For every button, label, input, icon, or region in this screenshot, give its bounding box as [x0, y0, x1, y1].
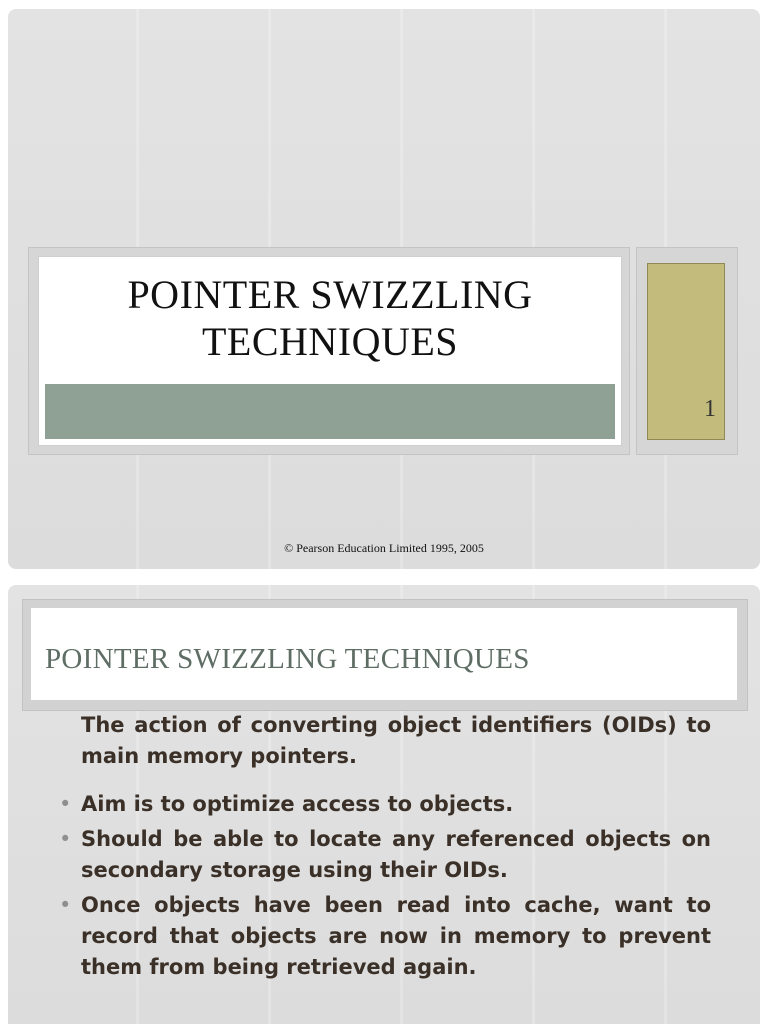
bullet-item — [59, 789, 711, 820]
bullet-text: Should be able to locate any referenced objects on secondary storage using their OIDs. — [81, 827, 711, 882]
slide-number-frame — [636, 247, 738, 455]
definition-text: The action of converting object identifiers (OIDs) to main memory pointers. — [81, 713, 711, 768]
slide-heading: POINTER SWIZZLING TECHNIQUES — [45, 643, 530, 675]
bullet-text: Once objects have been read into cache, want to record that objects are now in memory to prevent them from being retrieved again. — [81, 893, 711, 979]
bullet-item — [59, 824, 711, 886]
bullet-text: Aim is to optimize access to objects. — [81, 792, 514, 816]
bullet-icon: • — [59, 827, 72, 851]
slide-body — [59, 710, 711, 987]
slide-title-line-1: POINTER SWIZZLING — [127, 272, 533, 317]
slide-number-box — [647, 263, 725, 440]
heading-frame — [22, 599, 748, 711]
copyright-notice: © Pearson Education Limited 1995, 2005 — [284, 541, 484, 555]
title-slide — [8, 9, 760, 569]
title-accent-band — [45, 384, 615, 439]
bullet-list — [59, 789, 711, 983]
heading-card — [31, 608, 737, 700]
slide-title — [39, 271, 621, 365]
title-frame — [28, 247, 630, 455]
bullet-item — [59, 890, 711, 983]
content-slide — [8, 585, 760, 1024]
bullet-icon: • — [59, 792, 72, 816]
slide-title-line-2: TECHNIQUES — [201, 319, 459, 364]
bullet-icon: • — [59, 893, 72, 917]
title-card — [38, 256, 622, 446]
slide-number: 1 — [704, 396, 716, 422]
